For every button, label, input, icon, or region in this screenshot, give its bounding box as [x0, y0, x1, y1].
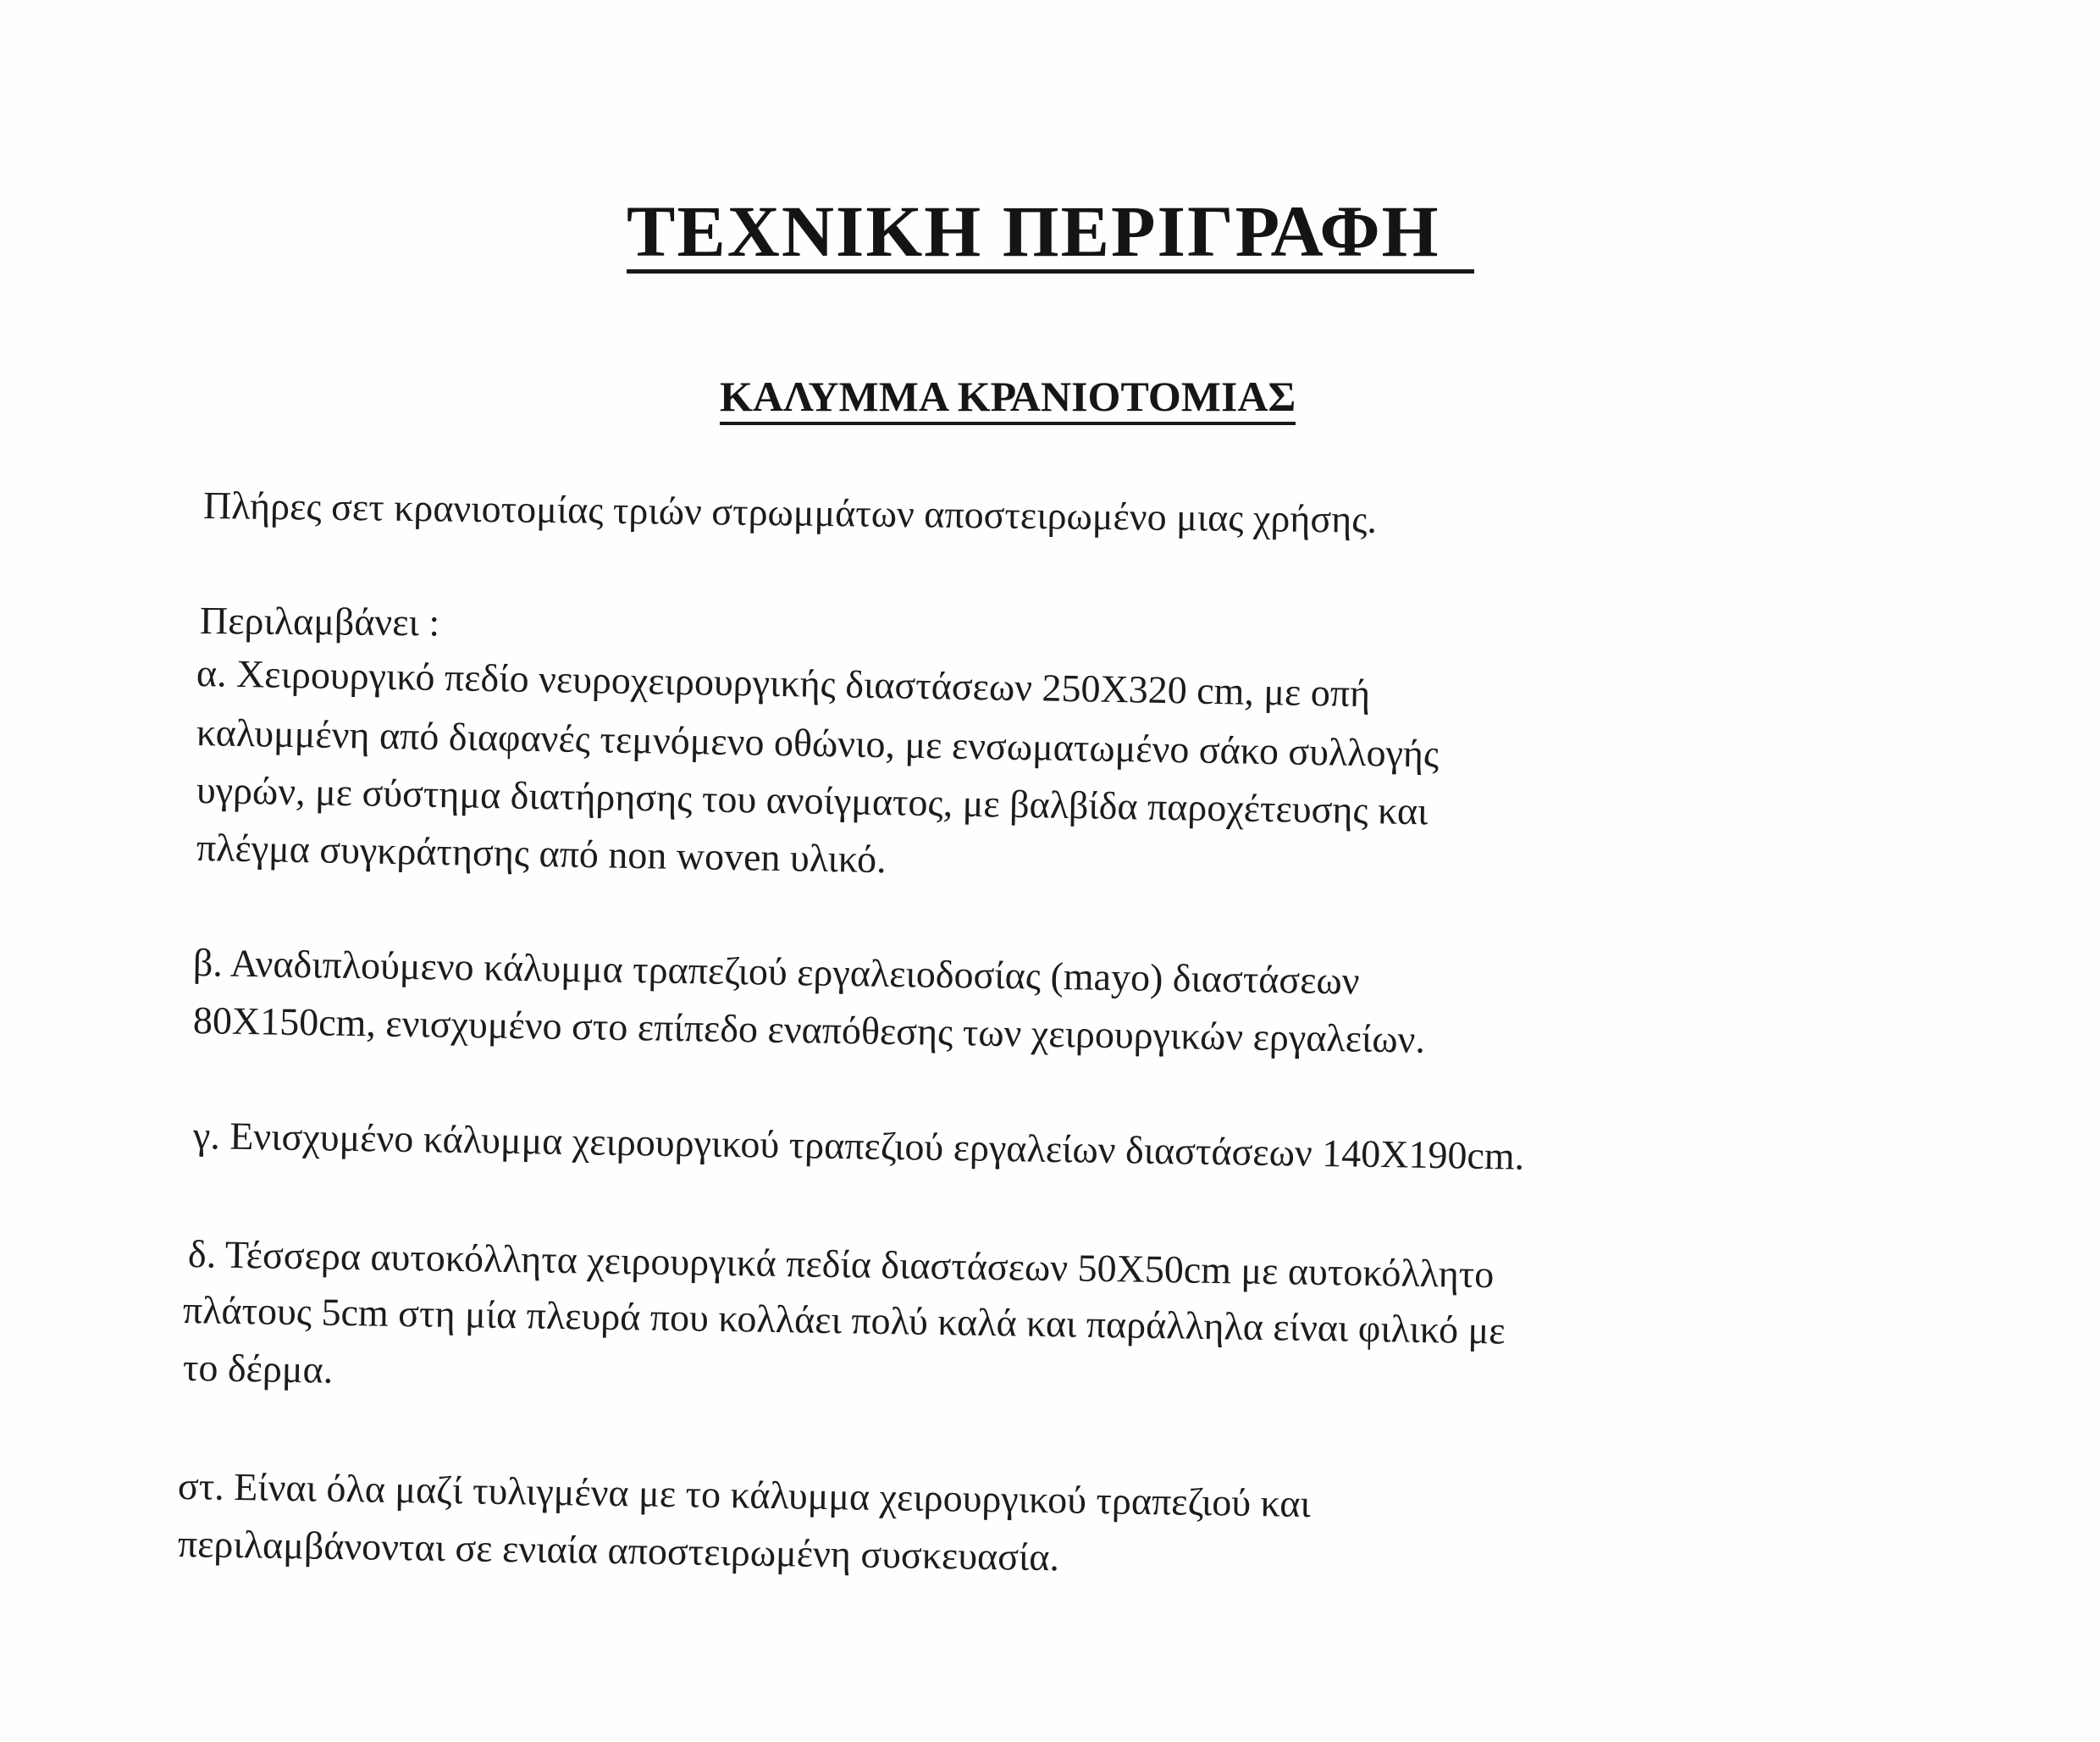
item-e-line: περιλαμβάνονται σε ενιαία αποστειρωμένη συσκευασία. — [177, 1522, 1060, 1579]
intro-text: Πλήρες σετ κρανιοτομίας τριών στρωμμάτων αποστειρωμένο μιας χρήσης. — [202, 484, 1378, 541]
item-a-line: καλυμμένη από διαφανές τεμνόμενο οθώνιο, με ενσωματωμένο σάκο συλλογής — [196, 711, 1440, 776]
document-subtitle: ΚΑΛΥΜΜΑ ΚΡΑΝΙΟΤΟΜΙΑΣ — [720, 373, 1296, 425]
item-e-line: στ. Είναι όλα μαζί τυλιγμένα με το κάλυμμα χειρουργικού τραπεζιού και — [177, 1464, 1312, 1526]
item-d-line: το δέρμα. — [182, 1346, 334, 1391]
item-d-line: δ. Τέσσερα αυτοκόλλητα χειρουργικά πεδία διαστάσεων 50Χ50cm με αυτοκόλλητο — [187, 1232, 1495, 1297]
item-b-line: β. Αναδιπλούμενο κάλυμμα τραπεζιού εργαλειοδοσίας (mayo) διαστάσεων — [192, 941, 1360, 1003]
item-a-line: α. Χειρουργικό πεδίο νευροχειρουργικής διαστάσεων 250Χ320 cm, με οπή — [196, 651, 1371, 716]
document-title: ΤΕΧΝΙΚΗ ΠΕΡΙΓΡΑΦΗ — [627, 193, 1474, 274]
item-d-line: πλάτους 5cm στη μία πλευρά που κολλάει πολύ καλά και παράλληλα είναι φιλικό με — [182, 1288, 1506, 1352]
item-b-line: 80Χ150cm, ενισχυμένο στο επίπεδο εναπόθεσης των χειρουργικών εργαλείων. — [192, 998, 1426, 1061]
includes-label: Περιλαμβάνει : — [199, 599, 440, 644]
item-a-line: υγρών, με σύστημα διατήρησης του ανοίγματος, με βαλβίδα παροχέτευσης και — [196, 768, 1429, 833]
item-a-line: πλέγμα συγκράτησης από non woven υλικό. — [196, 826, 887, 882]
item-c-line: γ. Ενισχυμένο κάλυμμα χειρουργικού τραπεζιού εργαλείων διαστάσεων 140Χ190cm. — [192, 1114, 1525, 1178]
